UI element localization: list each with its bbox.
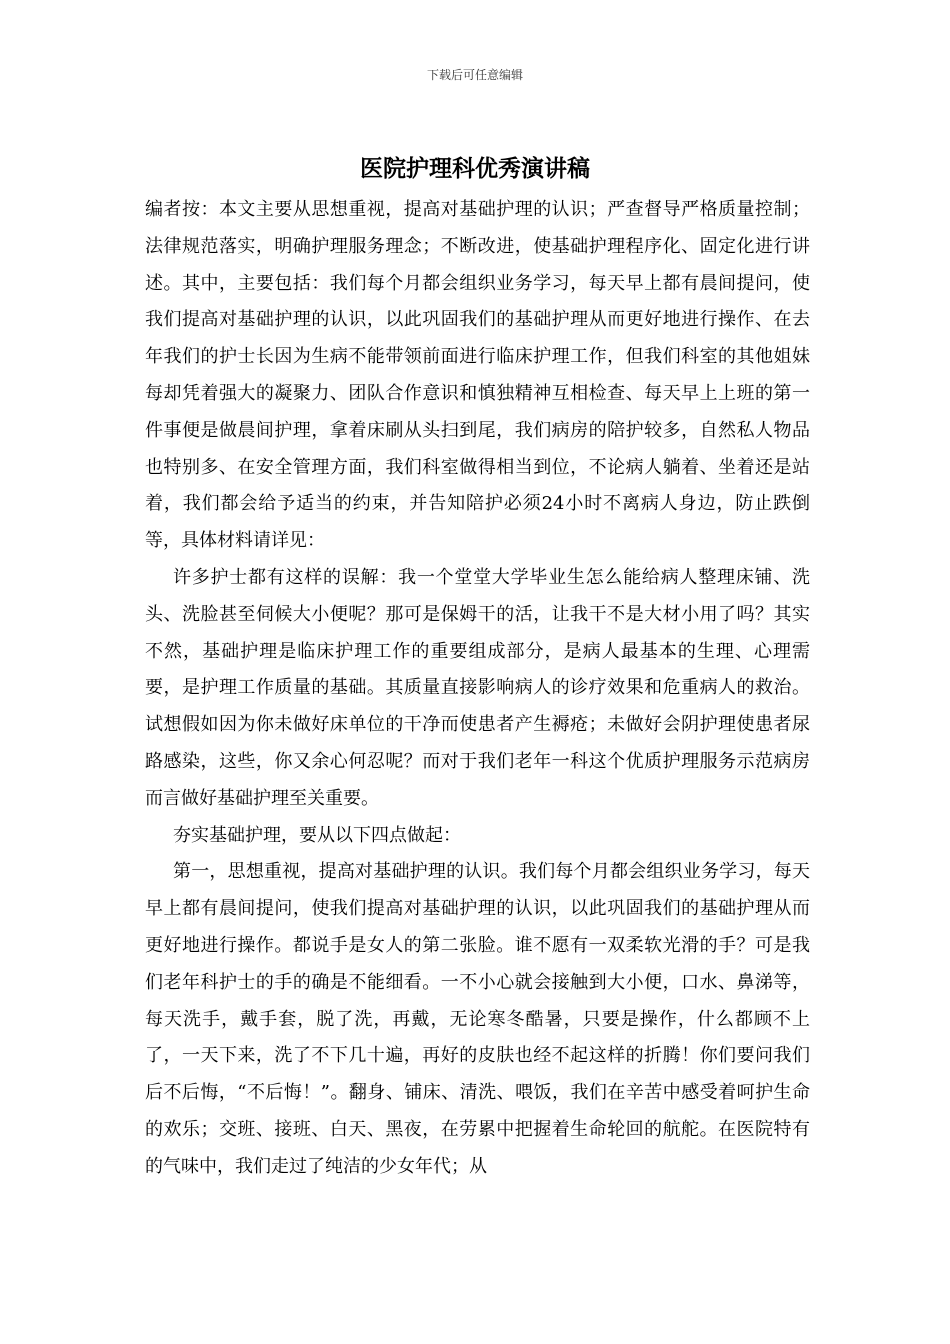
paragraph-editor-note: 编者按：本文主要从思想重视，提高对基础护理的认识；严查督导严格质量控制；法律规范落实，明确护理服务理念；不断改进，使基础护理程序化、固定化进行讲述。其中，主要包括：我们每个月都会组织业务学习，每天早上都有晨间提问，使我们提高对基础护理的认识，以此巩固我们的基础护理从而更好地进行操作、在去年我们的护士长因为生病不能带领前面进行临床护理工作，但我们科室的其他姐妹每却凭着强大的凝聚力、团队合作意识和慎独精神互相检查、每天早上上班的第一件事便是做晨间护理，拿着床刷从头扫到尾，我们病房的陪护较多，自然私人物品也特别多、在安全管理方面，我们科室做得相当到位，不论病人躺着、坐着还是站着，我们都会给予适当的约束，并告知陪护必须24小时不离病人身边，防止跌倒等，具体材料请详见： (145, 199, 810, 552)
header-note: 下载后可任意编辑 (426, 68, 523, 82)
paragraph: 许多护士都有这样的误解：我一个堂堂大学毕业生怎么能给病人整理床铺、洗头、洗脸甚至伺候大小便呢？那可是保姆干的活，让我干不是大材小用了吗？其实不然，基础护理是临床护理工作的重要组成部分，是病人最基本的生理、心理需要，是护理工作质量的基础。其质量直接影响病人的诊疗效果和危重病人的救治。试想假如因为你未做好床单位的干净而使患者产生褥疮；未做好会阴护理使患者尿路感染，这些，你又余心何忍呢？而对于我们老年一科这个优质护理服务示范病房而言做好基础护理至关重要。 (145, 566, 810, 809)
paragraph: 第一，思想重视，提高对基础护理的认识。我们每个月都会组织业务学习，每天早上都有晨间提问，使我们提高对基础护理的认识，以此巩固我们的基础护理从而更好地进行操作。都说手是女人的第二张脸。谁不愿有一双柔软光滑的手？可是我们老年科护士的手的确是不能细看。一不小心就会接触到大小便，口水、鼻涕等，每天洗手，戴手套，脱了洗，再戴，无论寒冬酷暑，只要是操作，什么都顾不上了，一天下来，洗了不下几十遍，再好的皮肤也经不起这样的折腾！你们要问我们后不后悔，“不后悔！”。翻身、铺床、清洗、喂饭，我们在辛苦中感受着呵护生命的欢乐；交班、接班、白天、黑夜，在劳累中把握着生命轮回的航舵。在医院特有的气味中，我们走过了纯洁的少女年代；从 (145, 861, 810, 1177)
paragraph: 夯实基础护理，要从以下四点做起： (173, 824, 461, 846)
document-title: 医院护理科优秀演讲稿 (360, 156, 590, 182)
document-body (145, 192, 810, 1186)
